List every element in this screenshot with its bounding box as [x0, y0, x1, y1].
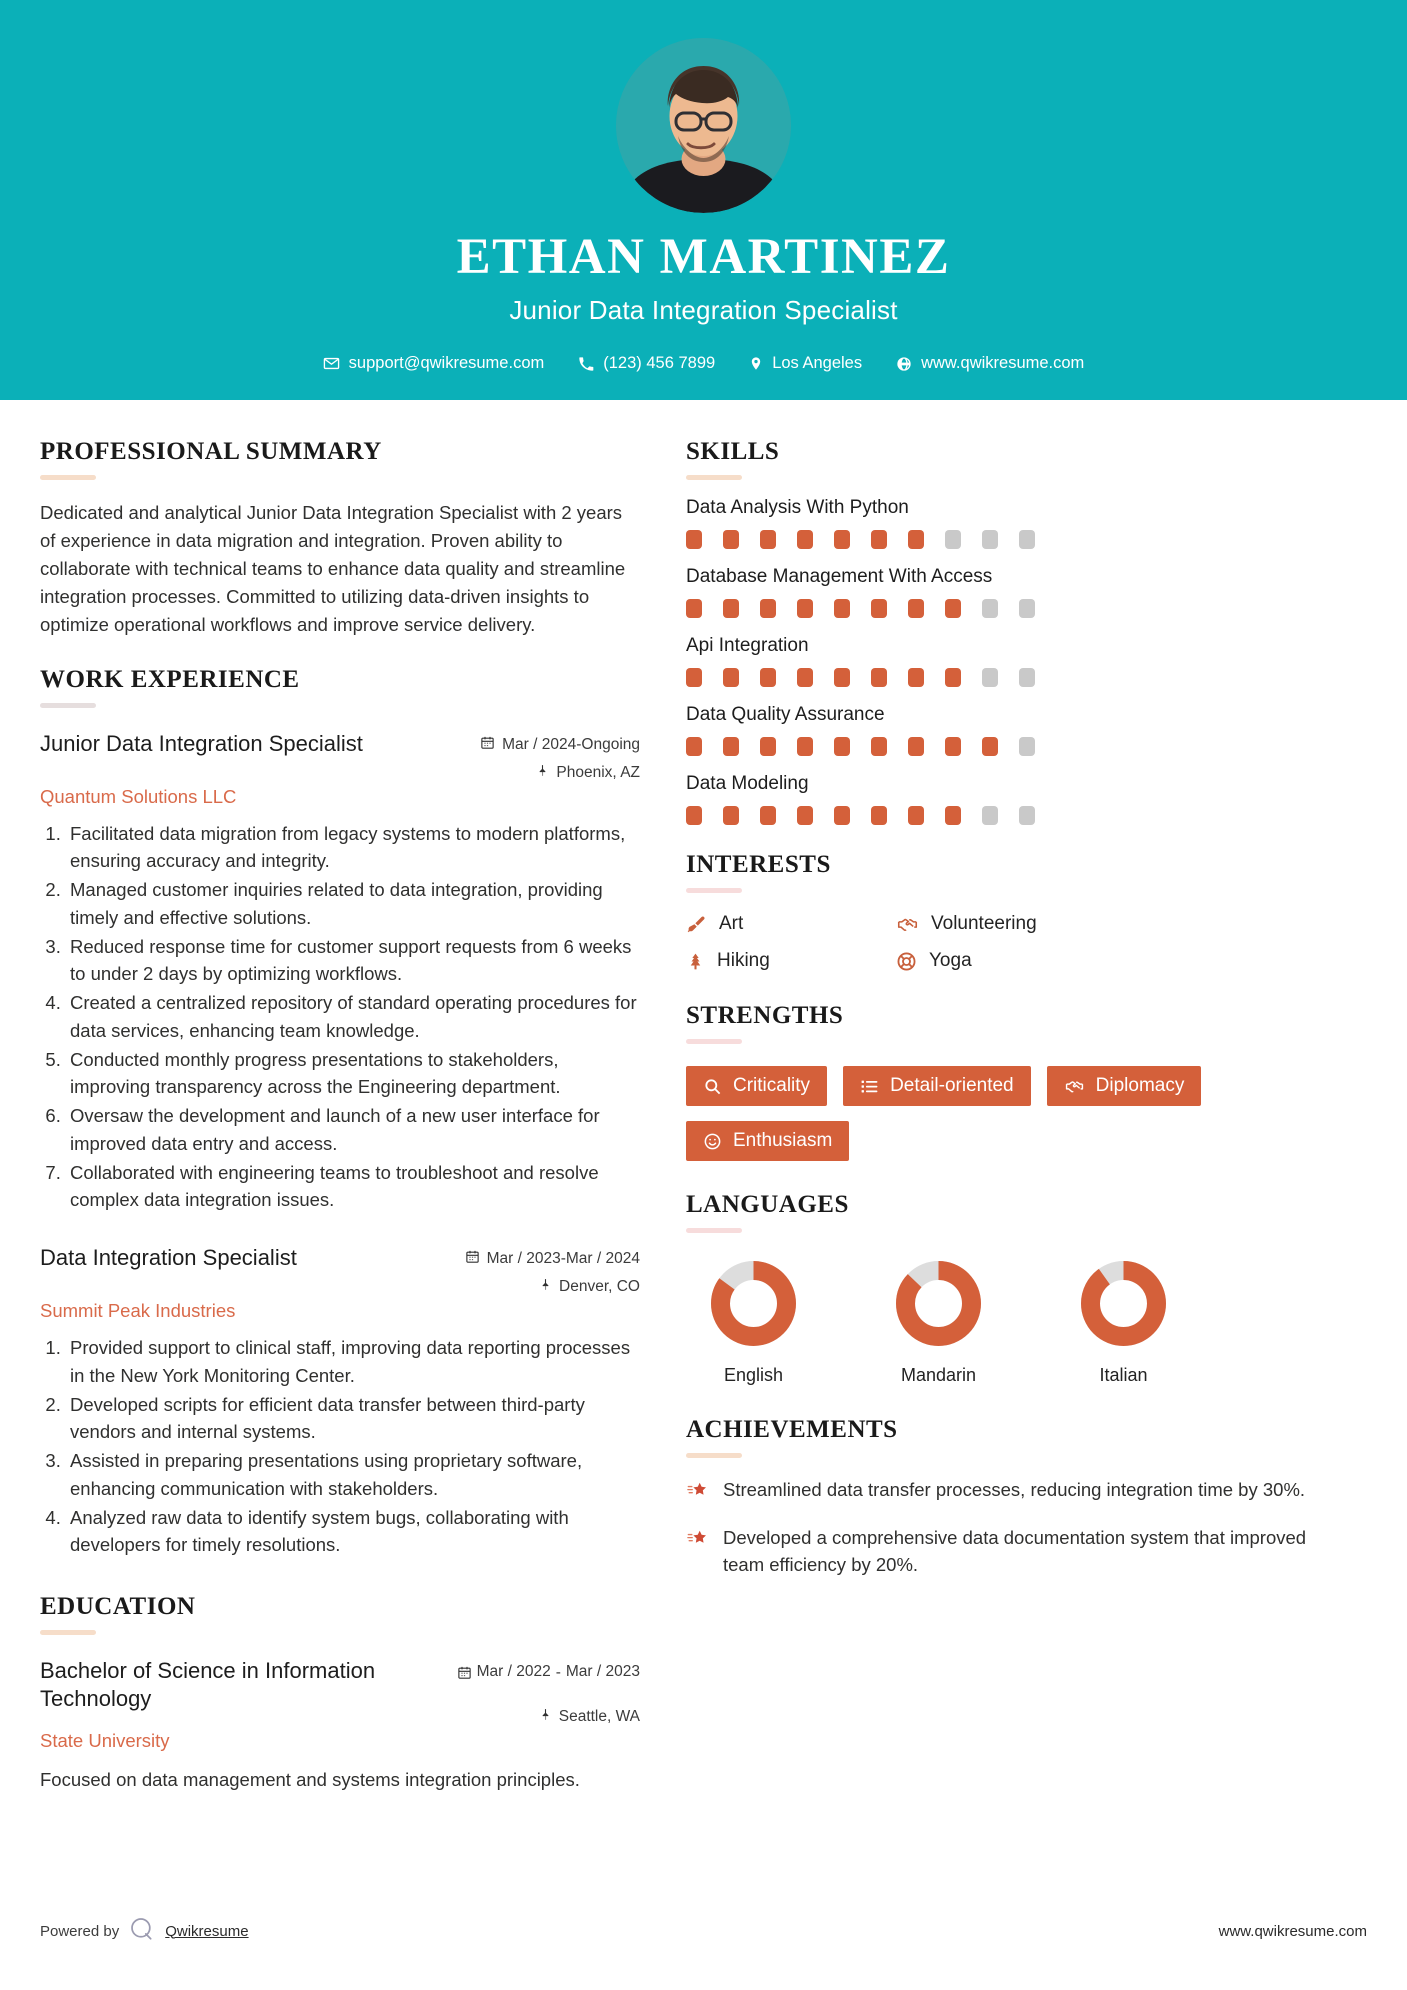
- skill-pip: [982, 668, 998, 687]
- strength-chip[interactable]: [843, 1066, 1031, 1106]
- shooting-star-icon: [686, 1477, 709, 1506]
- section-education: [40, 1593, 640, 1794]
- qwikresume-logo-icon: [129, 1916, 155, 1946]
- skill-pip: [945, 599, 961, 618]
- skill-item: [686, 773, 1311, 825]
- strength-chip[interactable]: [1047, 1066, 1202, 1106]
- skill-rating: [686, 530, 1311, 549]
- skill-pip: [834, 737, 850, 756]
- section-rule: [686, 475, 742, 480]
- skill-pip: [982, 530, 998, 549]
- skill-name: Data Quality Assurance: [686, 704, 885, 725]
- map-pin-icon: [539, 1707, 552, 1727]
- calendar-icon: [480, 735, 495, 755]
- interests-grid: [686, 913, 1311, 972]
- job-dates: [465, 1249, 640, 1269]
- contact-website-text: www.qwikresume.com: [921, 354, 1085, 373]
- list-item: 3. Assisted in preparing presentations using proprietary software, enhancing communication with stakeholders.: [66, 1447, 640, 1503]
- skill-pip: [760, 668, 776, 687]
- education-school: State University: [40, 1730, 170, 1752]
- job-location: [470, 763, 640, 783]
- skill-pip: [908, 599, 924, 618]
- education-date-start: Mar / 2022: [476, 1663, 551, 1681]
- skill-pip: [945, 530, 961, 549]
- job-dates: [470, 735, 640, 755]
- job-meta: [470, 730, 640, 783]
- section-title-experience: WORK EXPERIENCE: [40, 665, 300, 693]
- smiley-icon: [703, 1132, 722, 1151]
- skill-pip: [686, 530, 702, 549]
- interest-label: Volunteering: [931, 913, 1037, 934]
- skill-pip: [908, 737, 924, 756]
- list-item: 4. Analyzed raw data to identify system bugs, collaborating with developers for timely resolutions.: [66, 1504, 640, 1560]
- contact-website[interactable]: [879, 354, 1101, 373]
- language-item: [871, 1255, 1006, 1386]
- skill-item: [686, 635, 1311, 687]
- section-rule: [40, 475, 96, 480]
- skill-pip: [760, 530, 776, 549]
- section-title-interests: INTERESTS: [686, 851, 831, 878]
- skill-pip: [723, 599, 739, 618]
- strength-chip[interactable]: [686, 1066, 827, 1106]
- strength-chip[interactable]: [686, 1121, 849, 1161]
- skill-item: [686, 497, 1311, 549]
- section-languages: [686, 1191, 1311, 1386]
- job-role: Data Integration Specialist: [40, 1245, 297, 1271]
- achievement-text: Streamlined data transfer processes, reducing integration time by 30%.: [723, 1479, 1306, 1500]
- skill-pip: [723, 806, 739, 825]
- skill-pip: [908, 530, 924, 549]
- strength-label: Enthusiasm: [733, 1130, 833, 1151]
- job-bullets: [40, 820, 640, 1215]
- job-meta: [465, 1244, 640, 1297]
- paintbrush-icon: [686, 914, 707, 935]
- education-meta: [457, 1657, 640, 1727]
- skill-name: Data Analysis With Python: [686, 497, 909, 518]
- job-company: Summit Peak Industries: [40, 1300, 236, 1322]
- skill-item: [686, 566, 1311, 618]
- map-pin-icon: [536, 763, 549, 783]
- education-degree: Bachelor of Science in Information Technology: [40, 1658, 376, 1711]
- education-location-text: Seattle, WA: [558, 1708, 640, 1726]
- achievement-item: [686, 1525, 1311, 1579]
- section-interests: [686, 851, 1311, 972]
- list-item: 1. Facilitated data migration from legacy systems to modern platforms, ensuring accuracy and integrity.: [66, 820, 640, 876]
- section-title-languages: LANGUAGES: [686, 1191, 849, 1218]
- interest-label: Hiking: [717, 950, 770, 971]
- contact-location: [732, 354, 879, 373]
- contact-phone[interactable]: [561, 354, 732, 373]
- skill-pip: [945, 806, 961, 825]
- language-label: English: [723, 1365, 784, 1385]
- skill-pip: [797, 668, 813, 687]
- skill-pip: [1019, 668, 1035, 687]
- languages-list: [686, 1255, 1311, 1386]
- language-item: [1056, 1255, 1191, 1386]
- job-company: Quantum Solutions LLC: [40, 785, 237, 807]
- job-dates-text: Mar / 2024-Ongoing: [502, 735, 640, 753]
- section-title-education: EDUCATION: [40, 1593, 196, 1621]
- list-item: 2. Managed customer inquiries related to data integration, providing timely and effective solutions.: [66, 876, 640, 932]
- section-title-achievements: ACHIEVEMENTS: [686, 1416, 898, 1443]
- contact-email[interactable]: [306, 354, 562, 373]
- list-item: 1. Provided support to clinical staff, improving data reporting processes in the New York Monitoring Center.: [66, 1334, 640, 1390]
- job-location-text: Phoenix, AZ: [556, 763, 640, 781]
- interest-item: [896, 950, 1311, 972]
- language-label: Mandarin: [900, 1365, 977, 1385]
- skill-pip: [760, 599, 776, 618]
- interest-item: [686, 913, 896, 935]
- header-job-title: Junior Data Integration Specialist: [509, 295, 898, 326]
- section-rule: [686, 1453, 742, 1458]
- summary-text: Dedicated and analytical Junior Data Integration Specialist with 2 years of experience in data migration and integration. Proven ability to collaborate with technical teams to enhance data quality and streamline integration processes. Committed to utilizing data-driven insights to optimize operational workflows and improve service delivery.: [40, 502, 626, 636]
- handshake-icon: [1064, 1077, 1085, 1096]
- tree-icon: [686, 951, 705, 972]
- skill-pip: [834, 668, 850, 687]
- section-rule: [686, 888, 742, 893]
- skill-pip: [723, 530, 739, 549]
- list-item: 2. Developed scripts for efficient data transfer between third-party vendors and internal systems.: [66, 1391, 640, 1447]
- contact-row: [0, 354, 1407, 373]
- magnifier-icon: [703, 1077, 722, 1096]
- skill-pip: [834, 806, 850, 825]
- section-skills: [686, 438, 1311, 825]
- skill-pip: [686, 737, 702, 756]
- skill-name: Api Integration: [686, 635, 809, 656]
- education-location: [457, 1707, 640, 1727]
- list-item: 3. Reduced response time for customer support requests from 6 weeks to under 2 days by optimizing workflows.: [66, 933, 640, 989]
- achievement-item: [686, 1477, 1311, 1506]
- handshake-icon: [896, 914, 919, 935]
- skill-pip: [760, 737, 776, 756]
- calendar-icon: [465, 1249, 480, 1269]
- skill-pip: [723, 737, 739, 756]
- section-rule: [686, 1228, 742, 1233]
- interest-item: [896, 913, 1311, 935]
- skill-pip: [1019, 530, 1035, 549]
- skill-pip: [760, 806, 776, 825]
- contact-phone-text: (123) 456 7899: [603, 354, 716, 373]
- skill-pip: [1019, 737, 1035, 756]
- list-item: 4. Created a centralized repository of standard operating procedures for data services, enhancing team knowledge.: [66, 989, 640, 1045]
- skill-pip: [871, 737, 887, 756]
- experience-item: [40, 730, 640, 1215]
- skill-rating: [686, 668, 1311, 687]
- education-item: [40, 1657, 640, 1794]
- skill-pip: [686, 599, 702, 618]
- interest-item: [686, 950, 896, 972]
- education-description: Focused on data management and systems integration principles.: [40, 1769, 580, 1791]
- list-item: 5. Conducted monthly progress presentations to stakeholders, improving transparency across the Engineering department.: [66, 1046, 640, 1102]
- skill-pip: [686, 806, 702, 825]
- contact-email-text: support@qwikresume.com: [348, 354, 545, 373]
- lifebuoy-icon: [896, 951, 917, 972]
- skill-pip: [797, 530, 813, 549]
- job-bullets: [40, 1334, 640, 1559]
- shooting-star-icon: [686, 1525, 709, 1554]
- skill-pip: [982, 599, 998, 618]
- skill-pip: [908, 806, 924, 825]
- education-date-separator: -: [555, 1664, 561, 1682]
- skill-pip: [982, 806, 998, 825]
- skill-name: Data Modeling: [686, 773, 809, 794]
- list-icon: [860, 1077, 879, 1096]
- strength-label: Detail-oriented: [890, 1075, 1014, 1096]
- skill-pip: [723, 668, 739, 687]
- achievement-text: Developed a comprehensive data documentation system that improved team efficiency by 20%.: [723, 1527, 1307, 1575]
- skill-name: Database Management With Access: [686, 566, 993, 587]
- interest-label: Yoga: [929, 950, 972, 971]
- skill-rating: [686, 599, 1311, 618]
- section-professional-summary: [40, 438, 640, 640]
- brand-link[interactable]: Qwikresume: [165, 1922, 249, 1940]
- list-item: 6. Oversaw the development and launch of a new user interface for improved data entry and access.: [66, 1102, 640, 1158]
- left-column: [40, 438, 640, 1800]
- skill-pip: [982, 737, 998, 756]
- skill-item: [686, 704, 1311, 756]
- job-role: Junior Data Integration Specialist: [40, 730, 363, 756]
- skill-pip: [834, 599, 850, 618]
- resume-header: [0, 0, 1407, 400]
- skill-pip: [686, 668, 702, 687]
- skill-pip: [834, 530, 850, 549]
- section-rule: [40, 703, 96, 708]
- phone-icon: [578, 356, 594, 372]
- skill-pip: [945, 737, 961, 756]
- globe-icon: [896, 356, 912, 372]
- page-title: ETHAN MARTINEZ: [456, 229, 951, 285]
- section-title-strengths: STRENGTHS: [686, 1002, 844, 1029]
- skill-rating: [686, 737, 1311, 756]
- envelope-icon: [323, 355, 340, 372]
- skill-pip: [1019, 806, 1035, 825]
- contact-location-text: Los Angeles: [772, 354, 863, 373]
- section-title-summary: PROFESSIONAL SUMMARY: [40, 438, 382, 465]
- calendar-icon: [457, 1662, 472, 1685]
- language-donut-chart: [686, 1255, 821, 1352]
- section-rule: [40, 1630, 96, 1635]
- job-dates-text: Mar / 2023-Mar / 2024: [486, 1250, 640, 1268]
- strengths-list: [686, 1066, 1311, 1161]
- location-pin-icon: [749, 355, 763, 372]
- language-donut-chart: [1056, 1255, 1191, 1352]
- skill-pip: [1019, 599, 1035, 618]
- skill-pip: [908, 668, 924, 687]
- skill-pip: [797, 599, 813, 618]
- skill-pip: [871, 806, 887, 825]
- footer-url[interactable]: www.qwikresume.com: [1218, 1922, 1367, 1940]
- strength-label: Criticality: [733, 1075, 811, 1096]
- education-date-end: Mar / 2023: [565, 1663, 640, 1681]
- list-item: 7. Collaborated with engineering teams to troubleshoot and resolve complex data integration issues.: [66, 1159, 640, 1215]
- language-item: [686, 1255, 821, 1386]
- education-dates: [457, 1662, 640, 1685]
- job-location-text: Denver, CO: [559, 1278, 640, 1296]
- powered-by: [40, 1916, 249, 1946]
- skill-pip: [871, 599, 887, 618]
- skill-pip: [797, 806, 813, 825]
- powered-by-label: Powered by: [40, 1922, 120, 1940]
- experience-item: [40, 1244, 640, 1559]
- skill-rating: [686, 806, 1311, 825]
- section-achievements: [686, 1416, 1311, 1579]
- resume-body: [0, 400, 1407, 1800]
- footer: [0, 1872, 1407, 1990]
- language-label: Italian: [1099, 1365, 1148, 1385]
- job-location: [465, 1277, 640, 1297]
- language-donut-chart: [871, 1255, 1006, 1352]
- section-rule: [686, 1039, 742, 1044]
- skill-pip: [871, 530, 887, 549]
- section-work-experience: [40, 666, 640, 1560]
- section-title-skills: SKILLS: [686, 438, 780, 465]
- strength-label: Diplomacy: [1095, 1075, 1185, 1096]
- skill-pip: [797, 737, 813, 756]
- section-strengths: [686, 1002, 1311, 1161]
- skill-pip: [945, 668, 961, 687]
- right-column: [686, 438, 1311, 1800]
- interest-label: Art: [719, 913, 744, 934]
- avatar: [616, 38, 791, 213]
- map-pin-icon: [539, 1277, 552, 1297]
- skill-pip: [871, 668, 887, 687]
